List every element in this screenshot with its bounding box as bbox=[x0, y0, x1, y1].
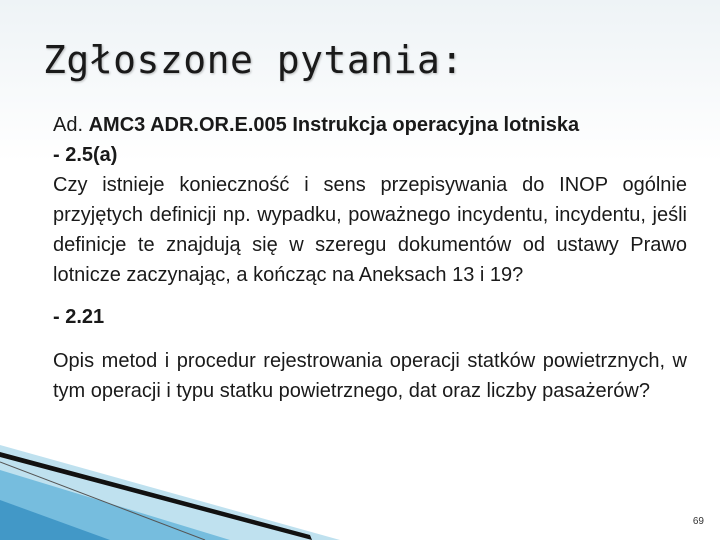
question-1: Czy istnieje konieczność i sens przepisywania do INOP ogólnie przyjętych definicji np. wypadku, poważnego incydentu, incydentu, jeśli definicje te znajdują się w szeregu dokumentów od ustawy Prawo lotnicze zaczynając, a kończąc na Aneksach 13 i 19? bbox=[53, 174, 687, 286]
section-label-1: - 2.5(a) bbox=[53, 144, 118, 166]
section-label-2: - 2.21 bbox=[53, 306, 105, 328]
slide-title: Zgłoszone pytania: bbox=[43, 38, 464, 82]
ad-heading bbox=[53, 110, 687, 140]
page-number: 69 bbox=[692, 516, 704, 527]
question-2: Opis metod i procedur rejestrowania operacji statków powietrznych, w tym operacji i typu statku powietrznego, dat oraz liczby pasażerów? bbox=[53, 350, 687, 402]
ad-prefix: Ad. bbox=[53, 114, 84, 136]
slide-content bbox=[53, 110, 687, 406]
ad-title: AMC3 ADR.OR.E.005 Instrukcja operacyjna lotniska bbox=[88, 114, 580, 136]
